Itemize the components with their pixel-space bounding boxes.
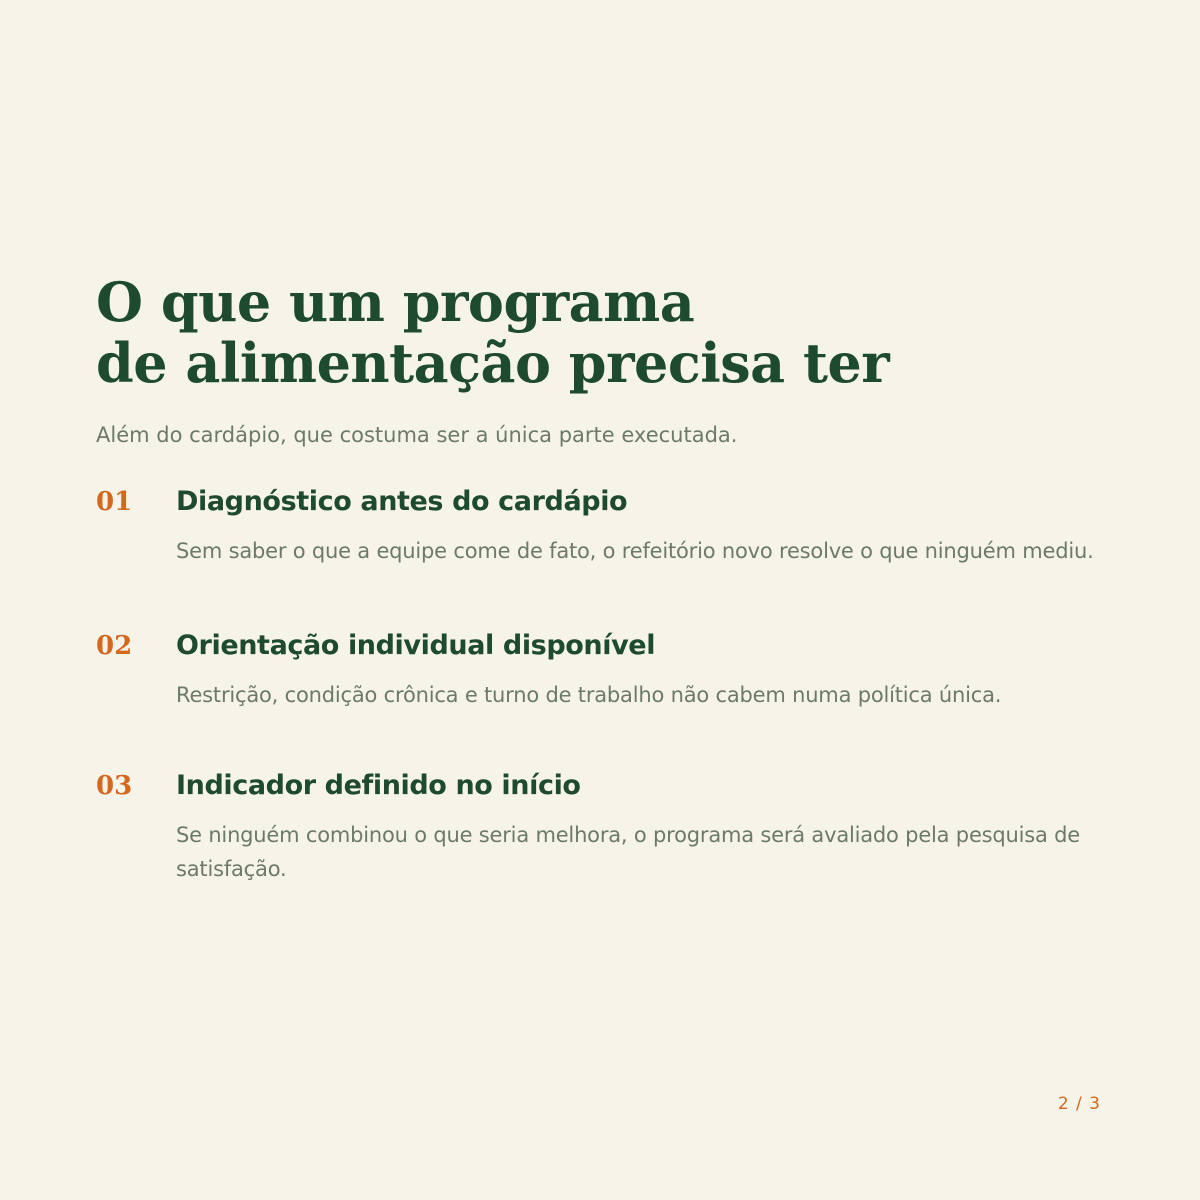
requirements-list <box>96 484 1106 886</box>
list-item <box>96 484 1106 568</box>
item-description: Sem saber o que a equipe come de fato, o refeitório novo resolve o que ninguém mediu. <box>176 539 1094 563</box>
page-indicator: 2 / 3 <box>1057 1094 1101 1114</box>
item-description: Se ninguém combinou o que seria melhora, o programa será avaliado pela pesquisa de satisfação. <box>176 823 1081 881</box>
page-title <box>96 272 1106 394</box>
page-subtitle: Além do cardápio, que costuma ser a única parte executada. <box>96 423 738 447</box>
item-body <box>176 768 1106 886</box>
page-title-line-1: O que um programa <box>96 270 695 334</box>
item-number: 03 <box>96 771 133 801</box>
item-title: Orientação individual disponível <box>176 630 656 661</box>
page-title-line-2: de alimentação precisa ter <box>96 331 890 395</box>
list-item <box>96 628 1106 712</box>
item-title: Diagnóstico antes do cardápio <box>176 486 628 517</box>
item-title: Indicador definido no início <box>176 770 581 801</box>
item-body <box>176 628 1106 712</box>
list-item <box>96 768 1106 886</box>
item-number: 01 <box>96 487 133 517</box>
item-number: 02 <box>96 631 133 661</box>
slide-content <box>96 272 1106 886</box>
item-description: Restrição, condição crônica e turno de trabalho não cabem numa política única. <box>176 683 1002 707</box>
item-body <box>176 484 1106 568</box>
